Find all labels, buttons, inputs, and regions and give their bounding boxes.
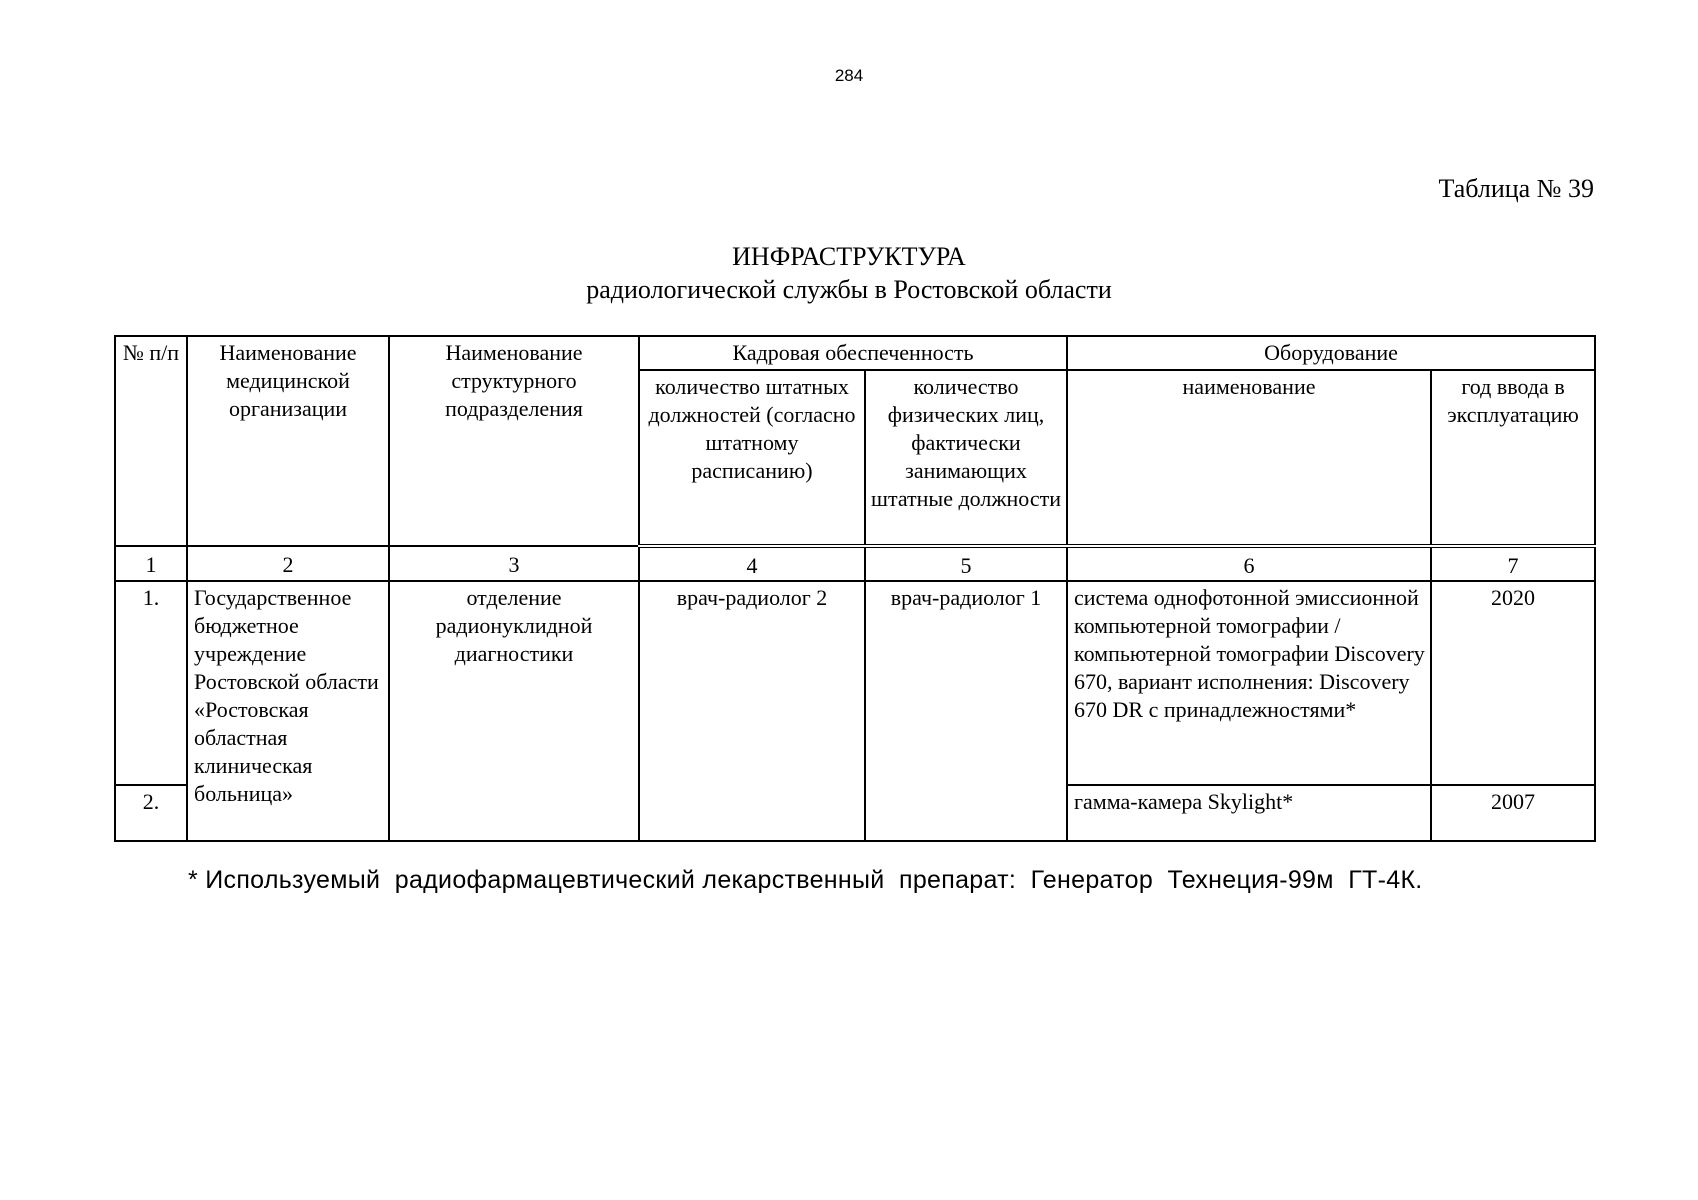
equipment-year-cell: 2020 — [1431, 581, 1595, 785]
table-number: Таблица № 39 — [1438, 174, 1594, 203]
header-unit: Наименование структурного подразделения — [389, 336, 639, 546]
header-staff-group: Кадровая обеспеченность — [639, 336, 1067, 370]
staff-persons-cell: врач-радиолог 1 — [865, 581, 1067, 841]
column-number: 6 — [1067, 546, 1431, 581]
column-number: 2 — [187, 546, 389, 581]
header-num: № п/п — [115, 336, 187, 546]
equipment-year-cell: 2007 — [1431, 785, 1595, 841]
title-line-2: радиологической службы в Ростовской области — [586, 275, 1112, 304]
footnote: * Используемый радиофармацевтический лекарственный препарат: Генератор Технеция-99м ГТ-4К. — [188, 866, 1423, 894]
header-equipment-group: Оборудование — [1067, 336, 1595, 370]
column-number: 4 — [639, 546, 865, 581]
column-number: 3 — [389, 546, 639, 581]
staff-positions-cell: врач-радиолог 2 — [639, 581, 865, 841]
row-num: 1. — [115, 581, 187, 785]
header-staff-positions: количество штатных должностей (согласно штатному расписанию) — [639, 370, 865, 546]
page-number: 284 — [834, 66, 864, 85]
column-number: 5 — [865, 546, 1067, 581]
header-equipment-name: наименование — [1067, 370, 1431, 546]
unit-name-cell: отделение радионуклидной диагностики — [389, 581, 639, 841]
row-num: 2. — [115, 785, 187, 841]
column-number: 7 — [1431, 546, 1595, 581]
infrastructure-table — [114, 335, 1596, 842]
table-row — [115, 581, 1595, 785]
title-line-1: ИНФРАСТРУКТУРА — [732, 242, 966, 271]
column-number: 1 — [115, 546, 187, 581]
header-equipment-year: год ввода в эксплуатацию — [1431, 370, 1595, 546]
document-title — [0, 240, 1698, 306]
header-org: Наименование медицинской организации — [187, 336, 389, 546]
equipment-name-cell: система однофотонной эмиссионной компьютерной томографии / компьютерной томографии Discovery 670, вариант исполнения: Discovery 670 DR с принадлежностями* — [1067, 581, 1431, 785]
header-staff-persons: количество физических лиц, фактически занимающих штатные должности — [865, 370, 1067, 546]
org-name-cell: Государственное бюджетное учреждение Ростовской области «Ростовская областная клиническая больница» — [187, 581, 389, 841]
equipment-name-cell: гамма-камера Skylight* — [1067, 785, 1431, 841]
